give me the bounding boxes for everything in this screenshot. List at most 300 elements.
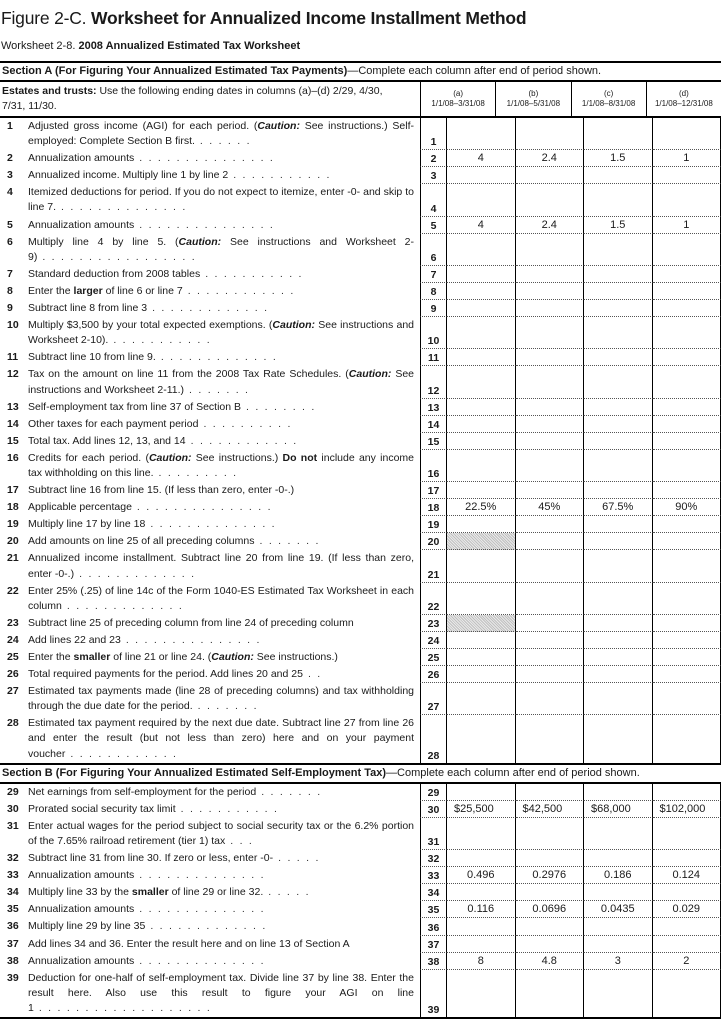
entry-cell-27c[interactable]: [584, 683, 653, 715]
section-a-rows: [0, 118, 721, 763]
entry-cell-24d[interactable]: [653, 632, 721, 649]
entry-cell-27a[interactable]: [447, 683, 516, 715]
entry-cell-13b[interactable]: [516, 399, 585, 416]
worksheet-row-21: [0, 550, 721, 582]
line-number: 33: [7, 868, 19, 883]
entry-cell-36b[interactable]: [516, 918, 585, 935]
entry-cell-28b[interactable]: [516, 715, 585, 762]
worksheet-row-24: [0, 632, 721, 649]
entry-cell-6a[interactable]: [447, 234, 516, 266]
entry-cell-17c[interactable]: [584, 482, 653, 499]
worksheet-row-18: [0, 499, 721, 516]
entry-cell-25a[interactable]: [447, 649, 516, 666]
dot-leader: . . . . . . . . . . .: [181, 803, 277, 815]
dot-leader: . . . . . . . . . . . . . . . . . . .: [39, 1002, 210, 1014]
description-text: Subtract line 16 from line 15. (If less than zero, enter -0-.): [28, 484, 294, 496]
value-cell-18d: 90%: [653, 499, 721, 516]
section-b-header-bold: Section B (For Figuring Your Annualized Estimated Self-Employment Tax): [2, 767, 386, 779]
description-text: Subtract line 25 of preceding column from line 24 of preceding column: [28, 617, 354, 629]
line-22-description: [0, 583, 420, 615]
period-column-dates: 1/1/08–3/31/08: [421, 99, 495, 109]
dot-leader: . . . . . . . . . . . . . .: [150, 518, 274, 530]
entry-cell-11a[interactable]: [447, 349, 516, 366]
entry-cell-22b[interactable]: [516, 583, 585, 615]
entry-cell-34a[interactable]: [447, 884, 516, 901]
line-number: 11: [7, 350, 18, 365]
entry-cell-21a[interactable]: [447, 550, 516, 582]
value-cell-18c: 67.5%: [584, 499, 653, 516]
entry-cell-17d[interactable]: [653, 482, 721, 499]
entry-cell-4b[interactable]: [516, 184, 585, 216]
line-1-description: [0, 118, 420, 150]
entry-cell-4c[interactable]: [584, 184, 653, 216]
entry-cell-37d[interactable]: [653, 936, 721, 953]
worksheet-row-4: [0, 184, 721, 216]
line-number: 2: [7, 151, 13, 166]
entry-cell-12c[interactable]: [584, 366, 653, 398]
value-cell-35d: 0.029: [653, 901, 721, 918]
dot-leader: . . . . . . . . .: [159, 467, 237, 479]
entry-cell-31c[interactable]: [584, 818, 653, 850]
line-number-cell: 20: [420, 533, 447, 550]
worksheet-row-28: [0, 715, 721, 762]
dot-leader: . . .: [230, 835, 252, 847]
entry-cell-15d[interactable]: [653, 433, 721, 450]
description-text: Add amounts on line 25 of all preceding columns: [28, 535, 254, 547]
entry-cell-26d[interactable]: [653, 666, 721, 683]
entry-cell-12d[interactable]: [653, 366, 721, 398]
entry-cell-32d[interactable]: [653, 850, 721, 867]
entry-cell-23d[interactable]: [653, 615, 721, 632]
worksheet-table: [0, 61, 721, 1019]
entry-cell-14d[interactable]: [653, 416, 721, 433]
entry-cell-39b[interactable]: [516, 970, 585, 1017]
line-number: 16: [7, 451, 19, 466]
entry-cell-25d[interactable]: [653, 649, 721, 666]
worksheet-row-6: [0, 234, 721, 266]
description-text: See instructions.): [254, 651, 338, 663]
entry-cell-14b[interactable]: [516, 416, 585, 433]
line-number: 31: [7, 819, 19, 834]
line-10-description: [0, 317, 420, 349]
line-number: 26: [7, 667, 19, 682]
entry-cell-9d[interactable]: [653, 300, 721, 317]
entry-cell-25b[interactable]: [516, 649, 585, 666]
entry-cell-1c[interactable]: [584, 118, 653, 150]
period-column-header-c: [571, 82, 646, 116]
line-number-cell: 29: [420, 784, 447, 801]
entry-cell-3d[interactable]: [653, 167, 721, 184]
description-text: Multiply line 17 by line 18: [28, 518, 145, 530]
entry-cell-6c[interactable]: [584, 234, 653, 266]
line-number-cell: 19: [420, 516, 447, 533]
entry-cell-20d[interactable]: [653, 533, 721, 550]
entry-cell-26a[interactable]: [447, 666, 516, 683]
description-text: Adjusted gross income (AGI) for each period. (: [28, 120, 257, 132]
line-number-cell: 11: [420, 349, 447, 366]
entry-cell-28a[interactable]: [447, 715, 516, 762]
entry-cell-27b[interactable]: [516, 683, 585, 715]
description-text: Credits for each period. (: [28, 452, 149, 464]
entry-cell-13a[interactable]: [447, 399, 516, 416]
entry-cell-11d[interactable]: [653, 349, 721, 366]
period-column-header-a: [420, 82, 495, 116]
description-text: Enter 25% (.25) of line 14c of the Form 1040-ES Estimated Tax Worksheet in each column: [28, 585, 414, 612]
line-36-description: [0, 918, 420, 935]
line-number-cell: 38: [420, 953, 447, 970]
line-34-description: [0, 884, 420, 901]
entry-cell-16a[interactable]: [447, 450, 516, 482]
entry-cell-37c[interactable]: [584, 936, 653, 953]
entry-cell-16d[interactable]: [653, 450, 721, 482]
entry-cell-34b[interactable]: [516, 884, 585, 901]
entry-cell-12a[interactable]: [447, 366, 516, 398]
entry-cell-1a[interactable]: [447, 118, 516, 150]
line-number: 21: [7, 551, 19, 566]
entry-cell-26b[interactable]: [516, 666, 585, 683]
dot-leader: . . . . . . . . . . . . .: [79, 568, 194, 580]
line-11-description: [0, 349, 420, 366]
entry-cell-8b[interactable]: [516, 283, 585, 300]
description-text: smaller: [74, 651, 111, 663]
entry-cell-11b[interactable]: [516, 349, 585, 366]
entry-cell-39d[interactable]: [653, 970, 721, 1017]
dot-leader: . . . . . . . . . . . . .: [161, 351, 276, 363]
line-number-cell: 7: [420, 266, 447, 283]
entry-cell-36c[interactable]: [584, 918, 653, 935]
entry-cell-13d[interactable]: [653, 399, 721, 416]
entry-cell-9c[interactable]: [584, 300, 653, 317]
entry-cell-22d[interactable]: [653, 583, 721, 615]
entry-cell-21b[interactable]: [516, 550, 585, 582]
line-number: 5: [7, 218, 13, 233]
entry-cell-10b[interactable]: [516, 317, 585, 349]
line-number-cell: 12: [420, 366, 447, 398]
value-cell-30b: $42,500: [516, 801, 585, 818]
entry-cell-9b[interactable]: [516, 300, 585, 317]
value-cell-35b: 0.0696: [516, 901, 585, 918]
entry-cell-32c[interactable]: [584, 850, 653, 867]
entry-cell-20b[interactable]: [516, 533, 585, 550]
entry-cell-7c[interactable]: [584, 266, 653, 283]
worksheet-row-29: [0, 784, 721, 801]
entry-cell-14c[interactable]: [584, 416, 653, 433]
entry-cell-8c[interactable]: [584, 283, 653, 300]
line-2-description: [0, 150, 420, 167]
entry-cell-36d[interactable]: [653, 918, 721, 935]
line-number: 28: [7, 716, 19, 731]
entry-cell-29d[interactable]: [653, 784, 721, 801]
line-number: 18: [7, 500, 19, 515]
line-number: 8: [7, 284, 13, 299]
description-text: See instructions and Worksheet 2-9): [28, 236, 414, 263]
estates-trusts-note-bold: Estates and trusts:: [2, 85, 97, 97]
line-number-cell: 17: [420, 482, 447, 499]
description-text: Prorated social security tax limit: [28, 803, 176, 815]
line-16-description: [0, 450, 420, 482]
value-cell-38d: 2: [653, 953, 721, 970]
line-14-description: [0, 416, 420, 433]
entry-cell-19a[interactable]: [447, 516, 516, 533]
entry-cell-20c[interactable]: [584, 533, 653, 550]
dot-leader: . . . . . . . . . . . . . . . . .: [42, 251, 194, 263]
dot-leader: . . . . . . .: [189, 384, 248, 396]
line-8-description: [0, 283, 420, 300]
line-number-cell: 26: [420, 666, 447, 683]
entry-cell-10a[interactable]: [447, 317, 516, 349]
entry-cell-37b[interactable]: [516, 936, 585, 953]
description-text: Deduction for one-half of self-employment tax. Divide line 37 by line 38. Enter the result here. Also use this result to figure your AGI on line 1: [28, 972, 414, 1014]
section-b-header: [0, 763, 721, 784]
line-12-description: [0, 366, 420, 398]
line-number: 9: [7, 301, 13, 316]
entry-cell-7d[interactable]: [653, 266, 721, 283]
entry-cell-9a[interactable]: [447, 300, 516, 317]
entry-cell-1b[interactable]: [516, 118, 585, 150]
line-number: 3: [7, 168, 13, 183]
period-column-letter: (d): [647, 89, 721, 99]
value-cell-30d: $102,000: [653, 801, 721, 818]
figure-title: [0, 8, 721, 29]
entry-cell-34d[interactable]: [653, 884, 721, 901]
entry-cell-19d[interactable]: [653, 516, 721, 533]
description-text: Add lines 34 and 36. Enter the result here and on line 13 of Section A: [28, 938, 350, 950]
worksheet-subtitle: [1, 40, 721, 52]
description-text: include any income tax withholding on this line.: [28, 452, 414, 479]
dot-leader: . . . . . . . . . . . . . .: [139, 955, 263, 967]
line-number-cell: 35: [420, 901, 447, 918]
entry-cell-8d[interactable]: [653, 283, 721, 300]
entry-cell-10d[interactable]: [653, 317, 721, 349]
entry-cell-19c[interactable]: [584, 516, 653, 533]
value-cell-33c: 0.186: [584, 867, 653, 884]
line-number-cell: 27: [420, 683, 447, 715]
description-text: Total tax. Add lines 12, 13, and 14: [28, 435, 186, 447]
worksheet-row-38: [0, 953, 721, 970]
entry-cell-15b[interactable]: [516, 433, 585, 450]
entry-cell-29b[interactable]: [516, 784, 585, 801]
entry-cell-3b[interactable]: [516, 167, 585, 184]
worksheet-row-5: [0, 217, 721, 234]
worksheet-row-1: [0, 118, 721, 150]
period-column-header-d: [646, 82, 721, 116]
period-column-dates: 1/1/08–5/31/08: [496, 99, 570, 109]
entry-cell-37a[interactable]: [447, 936, 516, 953]
dot-leader: . . . . . . . . . . . . . . .: [139, 219, 273, 231]
section-a-header-rest: —Complete each column after end of period shown.: [347, 65, 601, 77]
entry-cell-7b[interactable]: [516, 266, 585, 283]
worksheet-row-14: [0, 416, 721, 433]
entry-cell-32a[interactable]: [447, 850, 516, 867]
worksheet-subtitle-main: 2008 Annualized Estimated Tax Worksheet: [78, 40, 300, 52]
entry-cell-28c[interactable]: [584, 715, 653, 762]
line-number: 37: [7, 937, 19, 952]
value-cell-5c: 1.5: [584, 217, 653, 234]
line-number-cell: 14: [420, 416, 447, 433]
entry-cell-23c[interactable]: [584, 615, 653, 632]
dot-leader: . . . . .: [278, 852, 318, 864]
entry-cell-4a[interactable]: [447, 184, 516, 216]
description-text: Multiply $3,500 by your total expected exemptions. (: [28, 319, 272, 331]
line-30-description: [0, 801, 420, 818]
entry-cell-21d[interactable]: [653, 550, 721, 582]
entry-cell-24c[interactable]: [584, 632, 653, 649]
line-number-cell: 31: [420, 818, 447, 850]
line-21-description: [0, 550, 420, 582]
worksheet-row-8: [0, 283, 721, 300]
line-number-cell: 32: [420, 850, 447, 867]
worksheet-row-33: [0, 867, 721, 884]
value-cell-5b: 2.4: [516, 217, 585, 234]
dot-leader: . . . . . . . . . . . . . . .: [139, 152, 273, 164]
description-text: Subtract line 10 from line 9.: [28, 351, 156, 363]
dot-leader: . . . . . . .: [198, 700, 257, 712]
entry-cell-34c[interactable]: [584, 884, 653, 901]
entry-cell-3c[interactable]: [584, 167, 653, 184]
dot-leader: . . . . . . . . . . . . .: [152, 302, 267, 314]
worksheet-row-13: [0, 399, 721, 416]
description-text: See instructions and Worksheet 2-10).: [28, 319, 414, 346]
worksheet-row-11: [0, 349, 721, 366]
dot-leader: . . . . . . . . . . . .: [191, 435, 297, 447]
value-cell-2d: 1: [653, 150, 721, 167]
entry-cell-1d[interactable]: [653, 118, 721, 150]
description-text: Annualization amounts: [28, 903, 134, 915]
entry-cell-17b[interactable]: [516, 482, 585, 499]
description-text: Standard deduction from 2008 tables: [28, 268, 200, 280]
entry-cell-36a[interactable]: [447, 918, 516, 935]
entry-cell-39a[interactable]: [447, 970, 516, 1017]
entry-cell-7a[interactable]: [447, 266, 516, 283]
entry-cell-39c[interactable]: [584, 970, 653, 1017]
line-number-cell: 21: [420, 550, 447, 582]
worksheet-row-9: [0, 300, 721, 317]
description-text: of line 6 or line 7: [103, 285, 183, 297]
entry-cell-29a[interactable]: [447, 784, 516, 801]
line-number: 22: [7, 584, 19, 599]
value-cell-33a: 0.496: [447, 867, 516, 884]
entry-cell-15c[interactable]: [584, 433, 653, 450]
worksheet-row-36: [0, 918, 721, 935]
line-35-description: [0, 901, 420, 918]
line-number-cell: 8: [420, 283, 447, 300]
entry-cell-24a[interactable]: [447, 632, 516, 649]
entry-cell-16c[interactable]: [584, 450, 653, 482]
dot-leader: . . . . . . . . . . . .: [70, 748, 176, 760]
worksheet-row-35: [0, 901, 721, 918]
shaded-cell-20a: [447, 533, 516, 550]
description-text: See instructions and Worksheet 2-11.): [28, 368, 414, 395]
entry-cell-25c[interactable]: [584, 649, 653, 666]
description-text: smaller: [132, 886, 169, 898]
line-32-description: [0, 850, 420, 867]
entry-cell-26c[interactable]: [584, 666, 653, 683]
line-number-cell: 6: [420, 234, 447, 266]
line-3-description: [0, 167, 420, 184]
estates-trusts-note: [0, 82, 420, 116]
entry-cell-29c[interactable]: [584, 784, 653, 801]
entry-cell-14a[interactable]: [447, 416, 516, 433]
entry-cell-4d[interactable]: [653, 184, 721, 216]
entry-cell-31a[interactable]: [447, 818, 516, 850]
entry-cell-6d[interactable]: [653, 234, 721, 266]
value-cell-33d: 0.124: [653, 867, 721, 884]
description-text: Multiply line 29 by line 35: [28, 920, 145, 932]
line-number-cell: 3: [420, 167, 447, 184]
line-number: 13: [7, 400, 19, 415]
entry-cell-22c[interactable]: [584, 583, 653, 615]
entry-cell-23b[interactable]: [516, 615, 585, 632]
value-cell-30c: $68,000: [584, 801, 653, 818]
entry-cell-21c[interactable]: [584, 550, 653, 582]
line-number: 14: [7, 417, 19, 432]
entry-cell-22a[interactable]: [447, 583, 516, 615]
entry-cell-10c[interactable]: [584, 317, 653, 349]
entry-cell-31b[interactable]: [516, 818, 585, 850]
description-text: Enter actual wages for the period subject to social security tax or the 6.2% portion of the 7.65% railroad retirement (tier 1) tax: [28, 820, 414, 847]
entry-cell-12b[interactable]: [516, 366, 585, 398]
worksheet-row-26: [0, 666, 721, 683]
line-number: 20: [7, 534, 19, 549]
entry-cell-32b[interactable]: [516, 850, 585, 867]
entry-cell-3a[interactable]: [447, 167, 516, 184]
entry-cell-15a[interactable]: [447, 433, 516, 450]
entry-cell-24b[interactable]: [516, 632, 585, 649]
worksheet-row-27: [0, 683, 721, 715]
section-a-header: [0, 63, 721, 82]
value-cell-2b: 2.4: [516, 150, 585, 167]
line-number-cell: 23: [420, 615, 447, 632]
column-header-row: [0, 82, 721, 118]
entry-cell-17a[interactable]: [447, 482, 516, 499]
entry-cell-27d[interactable]: [653, 683, 721, 715]
dot-leader: . . . . . . . . . . . . .: [67, 600, 182, 612]
entry-cell-8a[interactable]: [447, 283, 516, 300]
section-b-header-rest: —Complete each column after end of period shown.: [386, 767, 640, 779]
description-text: of line 21 or line 24. (: [110, 651, 211, 663]
line-number-cell: 16: [420, 450, 447, 482]
description-text: Caution:: [211, 651, 254, 663]
value-cell-33b: 0.2976: [516, 867, 585, 884]
entry-cell-6b[interactable]: [516, 234, 585, 266]
line-number-cell: 18: [420, 499, 447, 516]
value-cell-5a: 4: [447, 217, 516, 234]
entry-cell-19b[interactable]: [516, 516, 585, 533]
description-text: Do not: [283, 452, 318, 464]
entry-cell-31d[interactable]: [653, 818, 721, 850]
line-4-description: [0, 184, 420, 216]
entry-cell-28d[interactable]: [653, 715, 721, 762]
description-text: Annualization amounts: [28, 219, 134, 231]
figure-title-main: Worksheet for Annualized Income Installment Method: [91, 8, 526, 28]
description-text: Annualized income. Multiply line 1 by line 2: [28, 169, 228, 181]
entry-cell-13c[interactable]: [584, 399, 653, 416]
line-number: 25: [7, 650, 19, 665]
dot-leader: . . . . . . . . . . . . . .: [139, 869, 263, 881]
dot-leader: . . . . . . . .: [246, 401, 314, 413]
entry-cell-11c[interactable]: [584, 349, 653, 366]
line-number: 10: [7, 318, 19, 333]
line-number: 39: [7, 971, 19, 986]
worksheet-row-20: [0, 533, 721, 550]
description-text: Itemized deductions for period. If you do not expect to itemize, enter -0- and skip to line 7.: [28, 186, 414, 213]
entry-cell-16b[interactable]: [516, 450, 585, 482]
value-cell-2a: 4: [447, 150, 516, 167]
line-37-description: [0, 936, 420, 953]
worksheet-row-37: [0, 936, 721, 953]
description-text: Estimated tax payments made (line 28 of preceding columns) and tax withholding through the due date for the period.: [28, 685, 414, 712]
worksheet-row-17: [0, 482, 721, 499]
